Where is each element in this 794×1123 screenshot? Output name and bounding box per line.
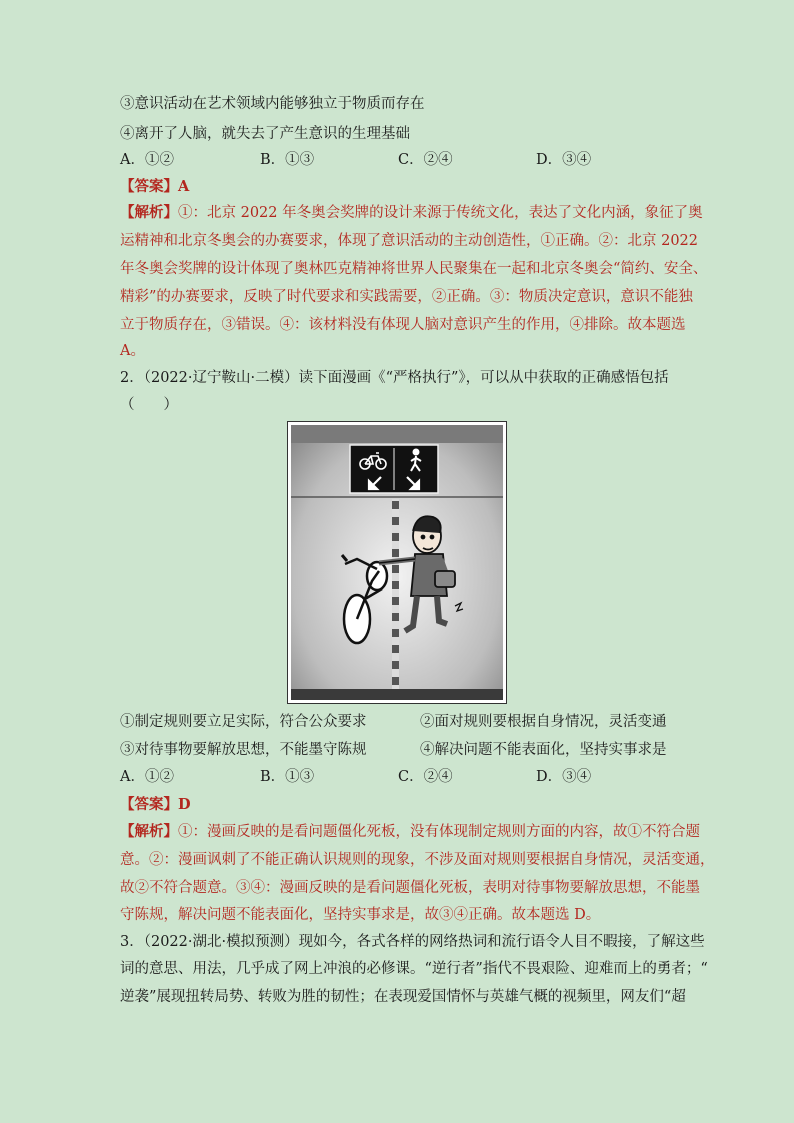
q1-option-d: D．③④ <box>536 152 592 168</box>
q1-option-b: B．①③ <box>260 152 315 168</box>
q2-statement-4: ④解决问题不能表面化，坚持实事求是 <box>420 742 667 758</box>
q2-analysis-line-2: 意。②：漫画讽刺了不能正确认识规则的现象，不涉及面对规则要根据自身情况，灵活变通， <box>120 852 715 868</box>
q2-option-d: D．③④ <box>536 769 592 785</box>
q2-analysis-line-3: 故②不符合题意。③④：漫画反映的是看问题僵化死板，表明对待事物要解放思想，不能墨 <box>120 880 700 896</box>
q2-option-b: B．①③ <box>260 769 315 785</box>
q1-analysis-line-2: 运精神和北京冬奥会的办赛要求，体现了意识活动的主动创造性，①正确。②：北京 2022 <box>120 233 699 249</box>
lane-divider <box>392 499 399 689</box>
q1-statement-4: ④离开了人脑，就失去了产生意识的生理基础 <box>120 126 410 142</box>
q2-answer <box>120 795 680 815</box>
q1-analysis-line-5: 立于物质存在，③错误。④：该材料没有体现人脑对意识产生的作用，④排除。故本题选 <box>120 317 686 333</box>
analysis-text: ①：北京 2022 年冬奥会奖牌的设计来源于传统文化，表达了文化内涵，象征了奥 <box>178 205 703 221</box>
q1-analysis-line-3: 年冬奥会奖牌的设计体现了奥林匹克精神将世界人民聚集在一起和北京冬奥会“简约、安全、 <box>120 261 708 277</box>
q1-analysis-line-6: A。 <box>120 343 145 359</box>
q2-option-c: C．②④ <box>398 769 453 785</box>
analysis-text: ①：漫画反映的是看问题僵化死板，没有体现制定规则方面的内容，故①不符合题 <box>178 824 700 840</box>
q1-option-c: C．②④ <box>398 152 453 168</box>
answer-tag: 【答案】 <box>120 796 178 813</box>
q2-analysis-line-1 <box>120 822 700 842</box>
q1-answer <box>120 177 680 197</box>
q2-statement-2: ②面对规则要根据自身情况，灵活变通 <box>420 714 667 730</box>
cartoon-svg <box>287 421 507 704</box>
traffic-sign <box>350 445 438 493</box>
q3-line-1: 3．（2022·湖北·模拟预测）现如今，各式各样的网络热词和流行语令人目不暇接，了解这些 <box>120 934 705 950</box>
q2-statement-3: ③对待事物要解放思想，不能墨守陈规 <box>120 742 367 758</box>
q1-analysis-line-1 <box>120 203 703 223</box>
q2-stem: 2．（2022·辽宁鞍山·二模）读下面漫画《“严格执行”》，可以从中获取的正确感悟包括 <box>120 370 669 386</box>
q2-statement-1: ①制定规则要立足实际，符合公众要求 <box>120 714 367 730</box>
q2-option-a: A．①② <box>120 769 174 785</box>
analysis-tag: 【解析】 <box>120 823 178 840</box>
answer-value: D <box>178 796 191 813</box>
cartoon-image <box>287 421 507 704</box>
q1-analysis-line-4: 精彩”的办赛要求，反映了时代要求和实践需要，②正确。③：物质决定意识，意识不能独 <box>120 289 693 305</box>
analysis-tag: 【解析】 <box>120 204 178 221</box>
q1-statement-3: ③意识活动在艺术领域内能够独立于物质而存在 <box>120 96 425 112</box>
q2-blank: （ ） <box>120 397 178 413</box>
q1-option-a: A．①② <box>120 152 174 168</box>
answer-value: A <box>178 178 190 195</box>
q2-analysis-line-4: 守陈规，解决问题不能表面化，坚持实事求是，故③④正确。故本题选 D。 <box>120 907 601 923</box>
q3-line-2: 词的意思、用法，几乎成了网上冲浪的必修课。“逆行者”指代不畏艰险、迎难而上的勇者；“ <box>120 961 708 977</box>
answer-tag: 【答案】 <box>120 178 178 195</box>
q3-line-3: 逆袭”展现扭转局势、转败为胜的韧性；在表现爱国情怀与英雄气概的视频里，网友们“超 <box>120 989 686 1005</box>
